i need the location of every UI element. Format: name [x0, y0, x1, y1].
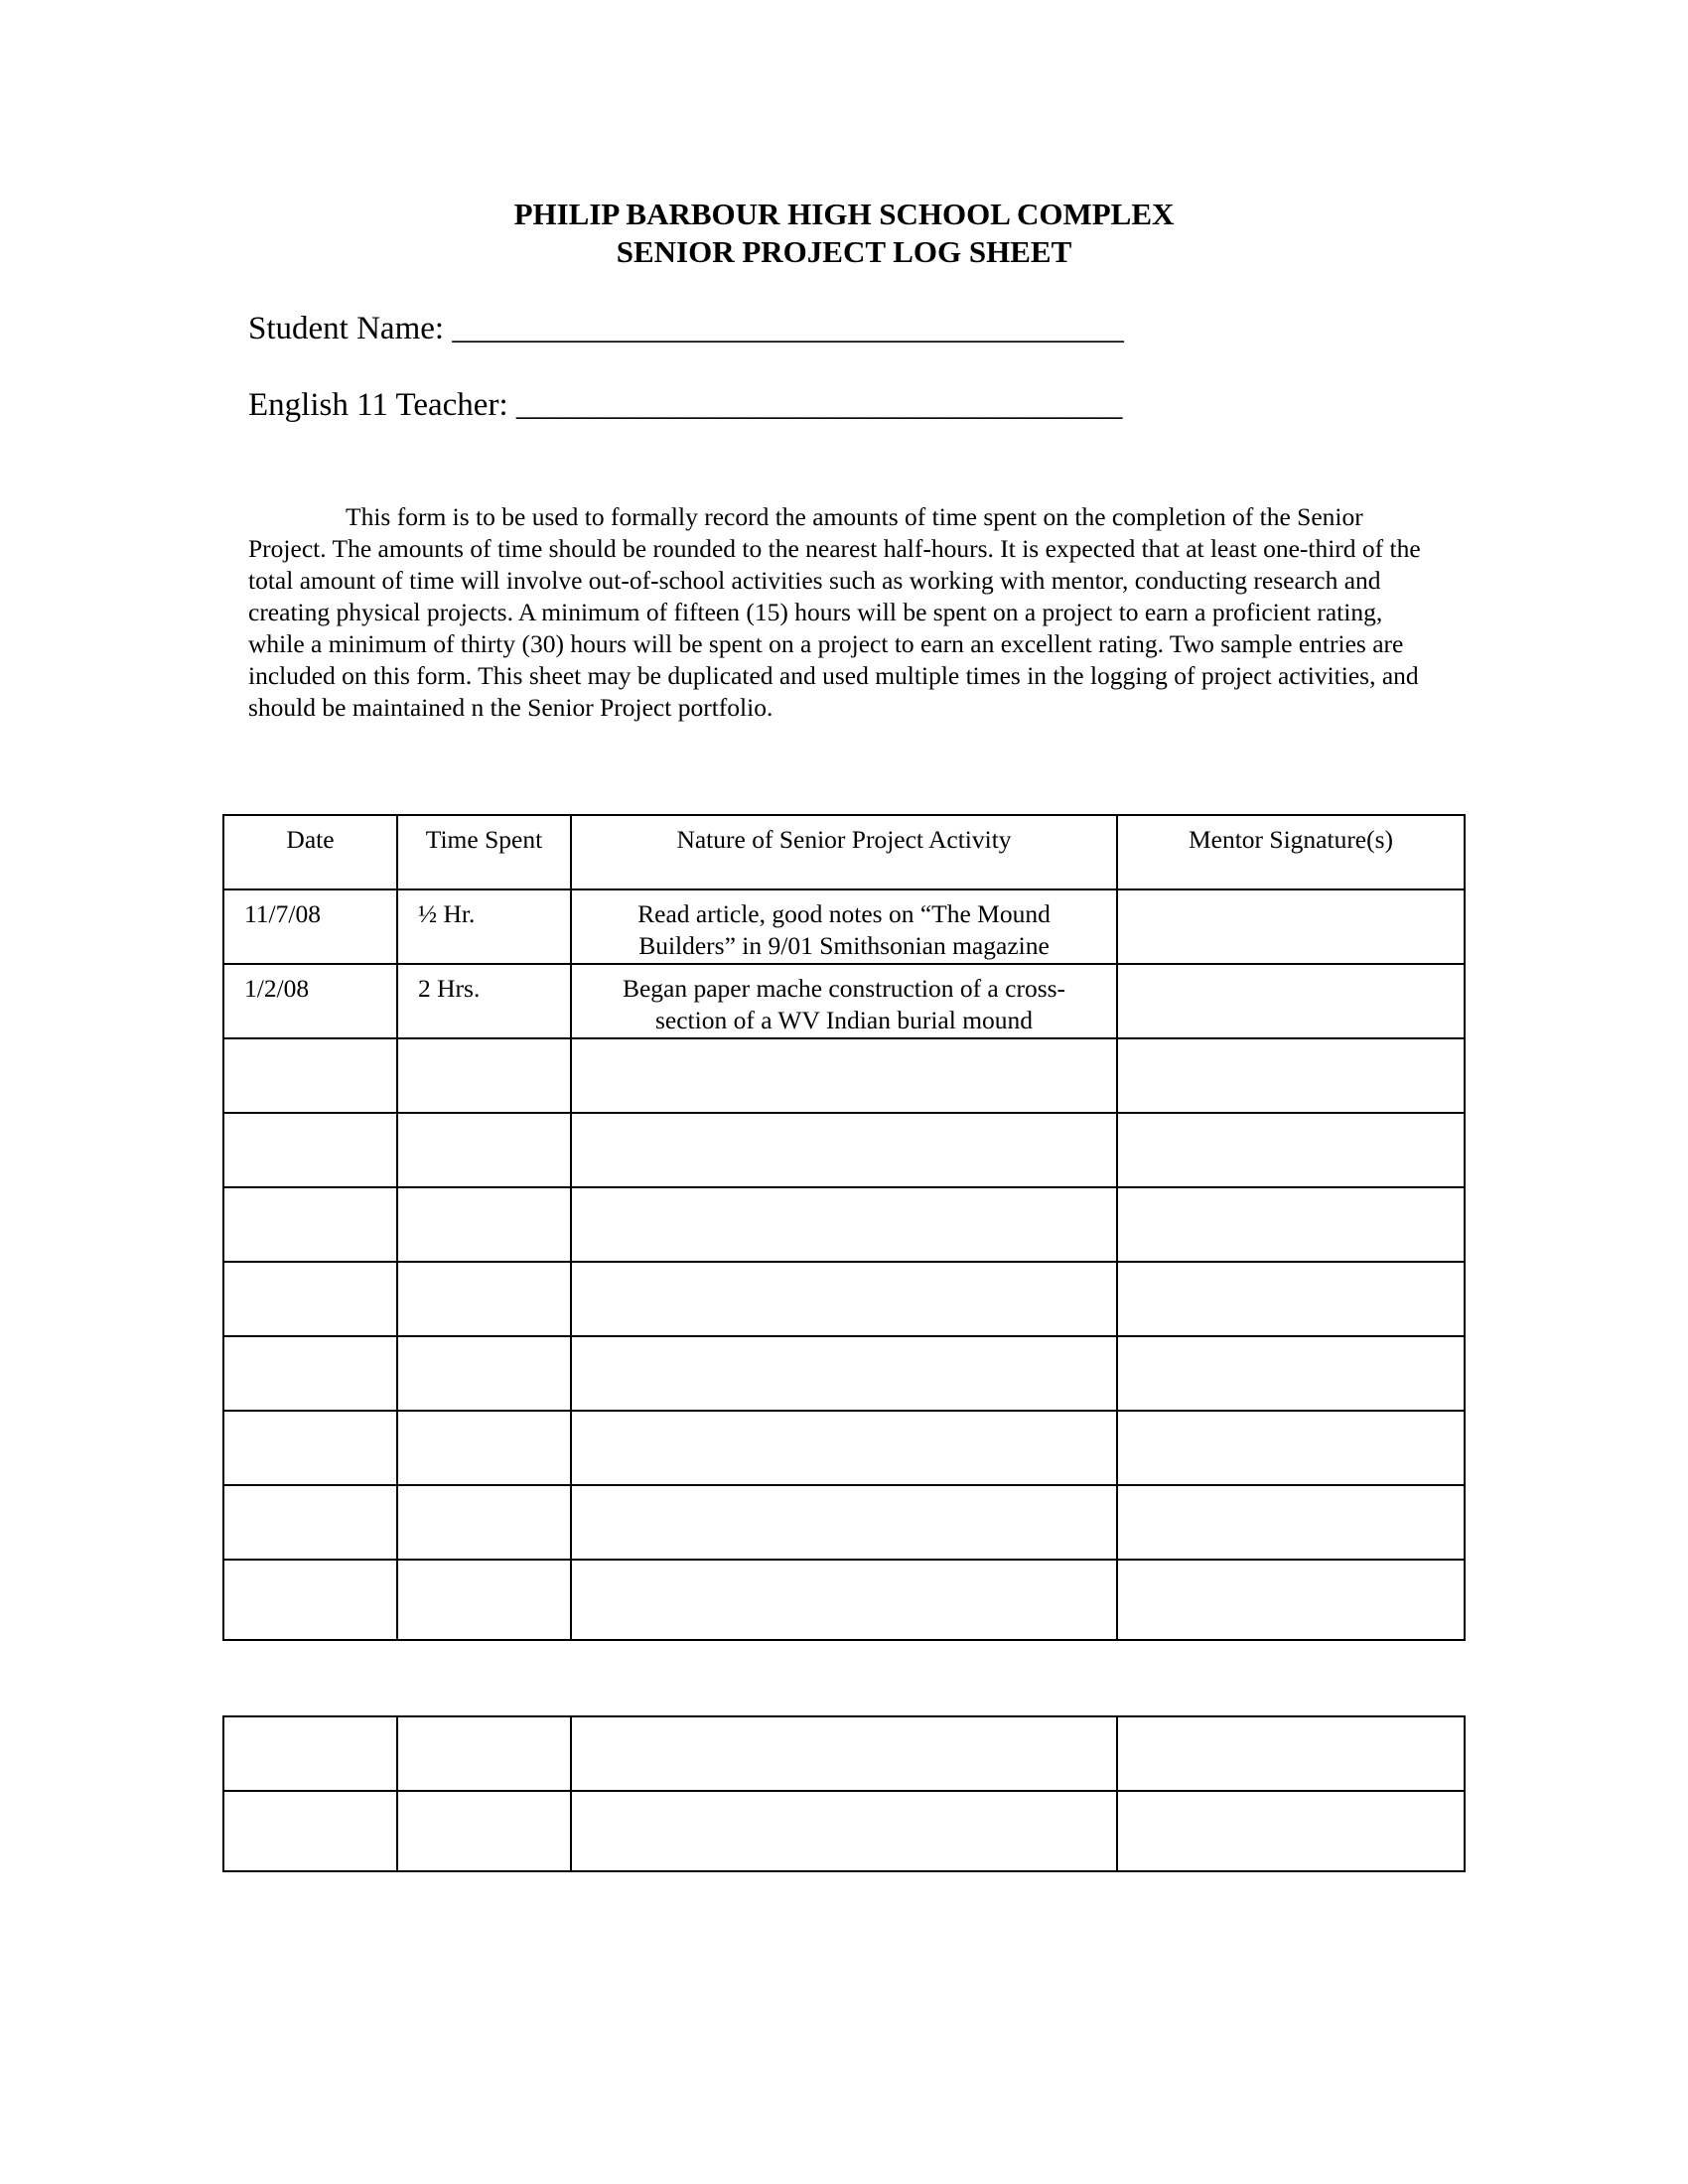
table-row[interactable] [223, 1038, 1465, 1113]
table-row[interactable] [223, 1485, 1465, 1560]
teacher-field [248, 385, 1122, 425]
date-cell[interactable] [223, 1113, 397, 1187]
time-cell[interactable] [397, 1485, 571, 1560]
nature-cell[interactable] [571, 1716, 1117, 1791]
mentor-signature-cell[interactable] [1117, 1485, 1465, 1560]
teacher-label: English 11 Teacher: [248, 387, 508, 423]
date-cell: 11/7/08 [223, 889, 397, 964]
header-time-spent: Time Spent [397, 815, 571, 889]
nature-cell [571, 889, 1117, 964]
mentor-signature-cell[interactable] [1117, 964, 1465, 1038]
header-date: Date [223, 815, 397, 889]
date-cell[interactable] [223, 1262, 397, 1336]
mentor-signature-cell[interactable] [1117, 1336, 1465, 1411]
nature-text-line: Read article, good notes on “The Mound [637, 899, 1051, 928]
nature-cell[interactable] [571, 1113, 1117, 1187]
time-cell[interactable] [397, 1411, 571, 1485]
time-cell[interactable] [397, 1113, 571, 1187]
table-row[interactable] [223, 1262, 1465, 1336]
table-row[interactable] [223, 1791, 1465, 1871]
date-cell: 1/2/08 [223, 964, 397, 1038]
table-row [223, 889, 1465, 964]
table-row[interactable] [223, 1336, 1465, 1411]
time-cell: ½ Hr. [397, 889, 571, 964]
student-name-field [248, 309, 1124, 348]
mentor-signature-cell[interactable] [1117, 1791, 1465, 1871]
date-cell[interactable] [223, 1560, 397, 1640]
table-row [223, 964, 1465, 1038]
date-cell[interactable] [223, 1038, 397, 1113]
mentor-signature-cell[interactable] [1117, 1187, 1465, 1262]
school-name-title: PHILIP BARBOUR HIGH SCHOOL COMPLEX [513, 197, 1175, 231]
instructions-text: This form is to be used to formally record the amounts of time spent on the completion of the Senior Project. The amounts of time should be rounded to the nearest half-hours. It is expected that at least one-third of the total amount of time will involve out-of-school activities such as working with mentor, conducting research and creating physical projects. A minimum of fifteen (15) hours will be spent on a project to earn a proficient rating, while a minimum of thirty (30) hours will be spent on a project to earn an excellent rating. Two sample entries are included on this form. This sheet may be duplicated and used multiple times in the logging of project activities, and should be maintained n the Senior Project portfolio. [248, 502, 1421, 722]
date-cell[interactable] [223, 1187, 397, 1262]
time-cell[interactable] [397, 1336, 571, 1411]
nature-cell[interactable] [571, 1336, 1117, 1411]
date-cell[interactable] [223, 1336, 397, 1411]
nature-cell[interactable] [571, 1187, 1117, 1262]
time-cell[interactable] [397, 1187, 571, 1262]
student-name-label: Student Name: [248, 311, 445, 346]
table-row[interactable] [223, 1187, 1465, 1262]
nature-cell[interactable] [571, 1485, 1117, 1560]
header-nature: Nature of Senior Project Activity [571, 815, 1117, 889]
instructions-paragraph [248, 501, 1435, 724]
mentor-signature-cell[interactable] [1117, 1113, 1465, 1187]
date-cell[interactable] [223, 1485, 397, 1560]
nature-cell[interactable] [571, 1038, 1117, 1113]
mentor-signature-cell[interactable] [1117, 1560, 1465, 1640]
nature-text-line: section of a WV Indian burial mound [654, 1006, 1034, 1034]
table-row[interactable] [223, 1560, 1465, 1640]
mentor-signature-cell[interactable] [1117, 1411, 1465, 1485]
time-cell[interactable] [397, 1262, 571, 1336]
log-table-continued [222, 1715, 1466, 1872]
log-table [222, 814, 1466, 1641]
time-cell[interactable] [397, 1716, 571, 1791]
nature-cell [571, 964, 1117, 1038]
student-name-line[interactable]: _________________________________________ [452, 311, 1124, 346]
log-sheet-title: SENIOR PROJECT LOG SHEET [616, 234, 1072, 269]
mentor-signature-cell[interactable] [1117, 1262, 1465, 1336]
time-cell[interactable] [397, 1560, 571, 1640]
nature-cell[interactable] [571, 1560, 1117, 1640]
header-mentor-signature: Mentor Signature(s) [1117, 815, 1465, 889]
date-cell[interactable] [223, 1716, 397, 1791]
table-row[interactable] [223, 1716, 1465, 1791]
nature-cell[interactable] [571, 1411, 1117, 1485]
date-cell[interactable] [223, 1791, 397, 1871]
nature-text-line: Builders” in 9/01 Smithsonian magazine [638, 931, 1050, 960]
time-cell: 2 Hrs. [397, 964, 571, 1038]
nature-cell[interactable] [571, 1262, 1117, 1336]
teacher-line[interactable]: _____________________________________ [515, 387, 1123, 423]
table-header-row [223, 815, 1465, 889]
table-row[interactable] [223, 1411, 1465, 1485]
mentor-signature-cell[interactable] [1117, 1716, 1465, 1791]
nature-text-line: Began paper mache construction of a cross- [622, 974, 1066, 1003]
table-row[interactable] [223, 1113, 1465, 1187]
date-cell[interactable] [223, 1411, 397, 1485]
time-cell[interactable] [397, 1791, 571, 1871]
time-cell[interactable] [397, 1038, 571, 1113]
nature-cell[interactable] [571, 1791, 1117, 1871]
mentor-signature-cell[interactable] [1117, 1038, 1465, 1113]
mentor-signature-cell[interactable] [1117, 889, 1465, 964]
